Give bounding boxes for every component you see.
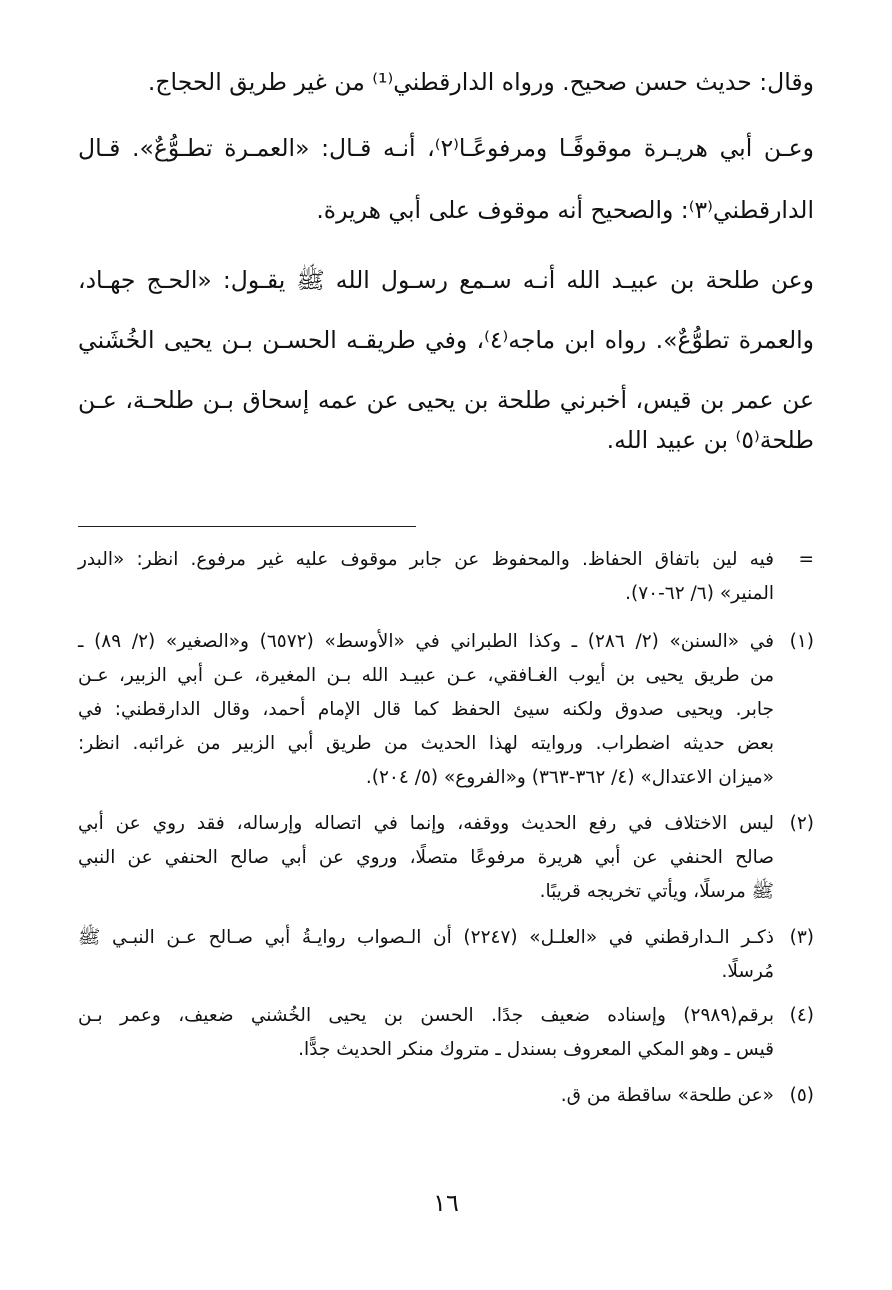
footnote-text: قيس ـ وهو المكي المعروف بسندل ـ متروك منكر الحديث جدًّا. xyxy=(298,1039,774,1060)
main-line-2: وعـن أبي هريـرة موقوفًـا ومرفوعًـا⁽٢⁾، أنـه قـال: «العمـرة تطـوُّعٌ». قـال xyxy=(78,134,814,162)
footnote-text: ﷺ مرسلًا، ويأتي تخريجه قريبًا. xyxy=(539,881,774,902)
footnote-text: ليس الاختلاف في رفع الحديث ووقفه، وإنما في اتصاله وإرساله، فقد روي عن أبي xyxy=(78,813,774,834)
footnote-text: بعض حديثه اضطراب. وروايته لهذا الحديث من طريق أبي الزبير من غرائبه. انظر: xyxy=(78,733,774,754)
footnote-marker: (٣) xyxy=(789,927,814,948)
main-line-6: عن عمر بن قيس، أخبرني طلحة بن يحيى عن عمه إسحاق بـن طلحـة، عـن xyxy=(78,386,814,414)
main-line-5: والعمرة تطوُّعٌ». رواه ابن ماجه⁽٤⁾، وفي طريقـه الحسـن بـن يحيى الخُشَني xyxy=(78,326,814,354)
footnote-text: في «السنن» (٢/ ٢٨٦) ـ وكذا الطبراني في «الأوسط» (٦٥٧٢) و«الصغير» (٢/ ٨٩) ـ xyxy=(78,631,774,652)
footnote-text: من طريق يحيى بن أيوب الغـافقي، عـن عبيـد الله بـن المغيرة، عـن أبي الزبير، عـن xyxy=(78,665,774,686)
footnote-marker: (٤) xyxy=(789,1005,814,1026)
footnote-text: المنير» (٦/ ٦٢-٧٠). xyxy=(625,583,774,604)
footnote-marker: = xyxy=(798,549,814,570)
footnote-text: جابر. ويحيى صدوق ولكنه سيئ الحفظ كما قال الإمام أحمد، وقال الدارقطني: في xyxy=(78,699,774,720)
footnote-text: «عن طلحة» ساقطة من ق. xyxy=(560,1085,774,1106)
main-line-3: الدارقطني⁽٣⁾: والصحيح أنه موقوف على أبي هريرة. xyxy=(316,196,814,224)
page-number: ١٦ xyxy=(433,1189,459,1217)
footnote-marker: (٢) xyxy=(789,813,814,834)
footnote-text: برقم(٢٩٨٩) وإسناده ضعيف جدًا. الحسن بن يحيى الخُشني ضعيف، وعمر بـن xyxy=(78,1005,774,1026)
footnote-marker: (١) xyxy=(789,631,814,652)
main-line-1: وقال: حديث حسن صحيح. ورواه الدارقطني⁽¹⁾ من غير طريق الحجاج. xyxy=(147,68,814,96)
footnote-text: «ميزان الاعتدال» (٤/ ٣٦٢-٣٦٣) و«الفروع» (٥/ ٢٠٤). xyxy=(365,767,774,788)
footnote-text: صالح الحنفي عن أبي هريرة مرفوعًا متصلًا، وروي عن أبي صالح الحنفي عن النبي xyxy=(78,847,774,868)
main-line-4: وعن طلحة بن عبيـد الله أنـه سـمع رسـول الله ﷺ يقـول: «الحـج جهـاد، xyxy=(78,266,814,294)
main-line-7: طلحة⁽٥⁾ بن عبيد الله. xyxy=(606,426,814,454)
footnote-text: ذكـر الـدارقطني في «العلـل» (٢٢٤٧) أن الـصواب روايـةُ أبي صـالح عـن النبـي ﷺ xyxy=(78,927,774,948)
footnote-text: فيه لين باتفاق الحفاظ. والمحفوظ عن جابر موقوف عليه غير مرفوع. انظر: «البدر xyxy=(78,549,774,570)
footnote-marker: (٥) xyxy=(789,1085,814,1106)
footnote-separator xyxy=(78,526,416,527)
footnote-text: مُرسلًا. xyxy=(721,961,774,982)
